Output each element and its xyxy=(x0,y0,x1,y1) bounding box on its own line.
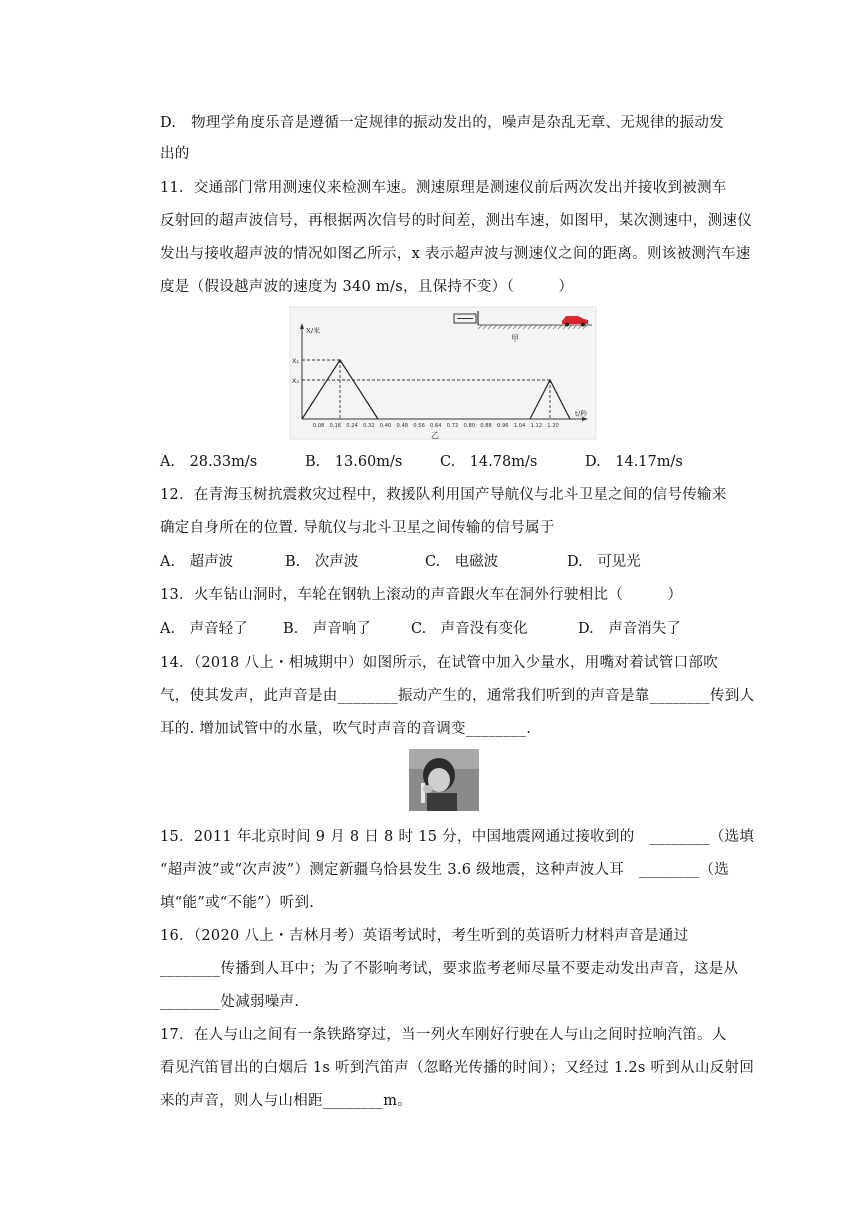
figure-label-yi: 乙 xyxy=(431,431,439,440)
q11-option-b[interactable]: B. 13.60m/s xyxy=(305,454,403,470)
q11-figure xyxy=(288,305,598,441)
q16-stem-line1: 16．（2020 八上・吉林月考）英语考试时，考生听到的英语听力材料声音是通过 xyxy=(160,928,689,944)
x-tick-label: 0.24 xyxy=(346,423,358,429)
figure-label-jia: 甲 xyxy=(511,334,519,343)
q11-option-c[interactable]: C. 14.78m/s xyxy=(440,454,538,470)
y-axis-label: X/米 xyxy=(306,327,321,335)
x-tick-label: 0.16 xyxy=(329,423,342,429)
q15-stem-line3: 填“能”或“不能”）听到. xyxy=(160,895,315,911)
q17-stem-line1: 17．在人与山之间有一条铁路穿过，当一列火车刚好行驶在人与山之间时拉响汽笛。人 xyxy=(160,1027,727,1043)
x-tick-label: 1.20 xyxy=(547,423,559,429)
q10-option-d-line2: 出的 xyxy=(160,146,190,162)
q13-option-a[interactable]: A. 声音轻了 xyxy=(160,621,248,637)
q12-option-a[interactable]: A. 超声波 xyxy=(160,554,234,570)
x-tick-label: 0.40 xyxy=(379,423,392,429)
x-tick-label: 0.56 xyxy=(413,423,425,429)
q12-option-b[interactable]: B. 次声波 xyxy=(285,554,359,570)
x-tick-label: 1.12 xyxy=(530,423,543,429)
q12-stem-line1: 12．在青海玉树抗震救灾过程中，救援队利用国产导航仪与北斗卫星之间的信号传输来 xyxy=(160,487,727,503)
q10-option-d-line1: D. 物理学角度乐音是遵循一定规律的振动发出的，噪声是杂乱无章、无规律的振动发 xyxy=(160,115,724,131)
q11-stem-line4: 度是（假设越声波的速度为 340 m/s，且保持不变）（ ） xyxy=(160,279,574,295)
q13-option-d[interactable]: D. 声音消失了 xyxy=(578,621,681,637)
x-tick-label: 0.48 xyxy=(396,423,409,429)
q15-stem-line1: 15．2011 年北京时间 9 月 8 日 8 时 15 分，中国地震网通过接收到的 ________（选填 xyxy=(160,829,755,845)
x-axis-label: t/秒 xyxy=(575,410,588,418)
q11-stem-line1: 11．交通部门常用测速仪来检测车速。测速原理是测速仪前后两次发出并接收到被测车 xyxy=(160,180,727,196)
x-tick-label: 0.80 xyxy=(463,423,476,429)
q13-option-b[interactable]: B. 声音响了 xyxy=(283,621,371,637)
q16-stem-line2: ________传播到人耳中；为了不影响考试，要求监考老师尽量不要走动发出声音，这是从 xyxy=(160,961,739,977)
q12-stem-line2: 确定自身所在的位置. 导航仪与北斗卫星之间传输的信号属于 xyxy=(160,520,555,536)
x-tick-label: 0.64 xyxy=(430,423,442,429)
q13-option-c[interactable]: C. 声音没有变化 xyxy=(411,621,528,637)
x-tick-label: 0.88 xyxy=(480,423,492,429)
q15-stem-line2: “超声波”或“次声波”）测定新疆乌恰县发生 3.6 级地震，这种声波人耳 ________（选 xyxy=(160,862,730,878)
q17-stem-line2: 看见汽笛冒出的白烟后 1s 听到汽笛声（忽略光传播的时间）；又经过 1.2s 听到从山反射回 xyxy=(160,1060,755,1076)
q12-option-c[interactable]: C. 电磁波 xyxy=(425,554,499,570)
q14-stem-line3: 耳的. 增加试管中的水量，吹气时声音的音调变________. xyxy=(160,721,532,737)
q14-stem-line1: 14．（2018 八上・相城期中）如图所示，在试管中加入少量水，用嘴对着试管口部吹 xyxy=(160,655,719,671)
x-tick-label: 0.08 xyxy=(312,423,325,429)
x-tick-labels xyxy=(313,423,559,429)
q11-stem-line3: 发出与接收超声波的情况如图乙所示，x 表示超声波与测速仪之间的距离。则该被测汽车速 xyxy=(160,246,751,262)
x-tick-label: 1.04 xyxy=(513,423,526,429)
q16-stem-line3: ________处减弱噪声. xyxy=(160,994,300,1010)
x-tick-label: 0.96 xyxy=(497,423,509,429)
q14-stem-line2: 气，使其发声，此声音是由________振动产生的，通常我们听到的声音是靠________传到人 xyxy=(160,688,755,704)
y-tick-x2: X₂ xyxy=(292,377,300,385)
y-tick-x1: X₁ xyxy=(292,357,300,365)
q17-stem-line3: 来的声音，则人与山相距________m。 xyxy=(160,1093,413,1109)
x-tick-label: 0.32 xyxy=(363,423,375,429)
q12-option-d[interactable]: D. 可见光 xyxy=(567,554,641,570)
q11-option-a[interactable]: A. 28.33m/s xyxy=(160,454,258,470)
q11-stem-line2: 反射回的超声波信号，再根据两次信号的时间差，测出车速，如图甲，某次测速中，测速仪 xyxy=(160,213,752,229)
q14-photo-girl-blowing-test-tube xyxy=(409,749,479,811)
q11-option-d[interactable]: D. 14.17m/s xyxy=(585,454,683,470)
q13-stem-line1: 13．火车钻山洞时，车轮在钢轨上滚动的声音跟火车在洞外行驶相比（ ） xyxy=(160,587,683,603)
x-tick-label: 0.72 xyxy=(446,423,459,429)
